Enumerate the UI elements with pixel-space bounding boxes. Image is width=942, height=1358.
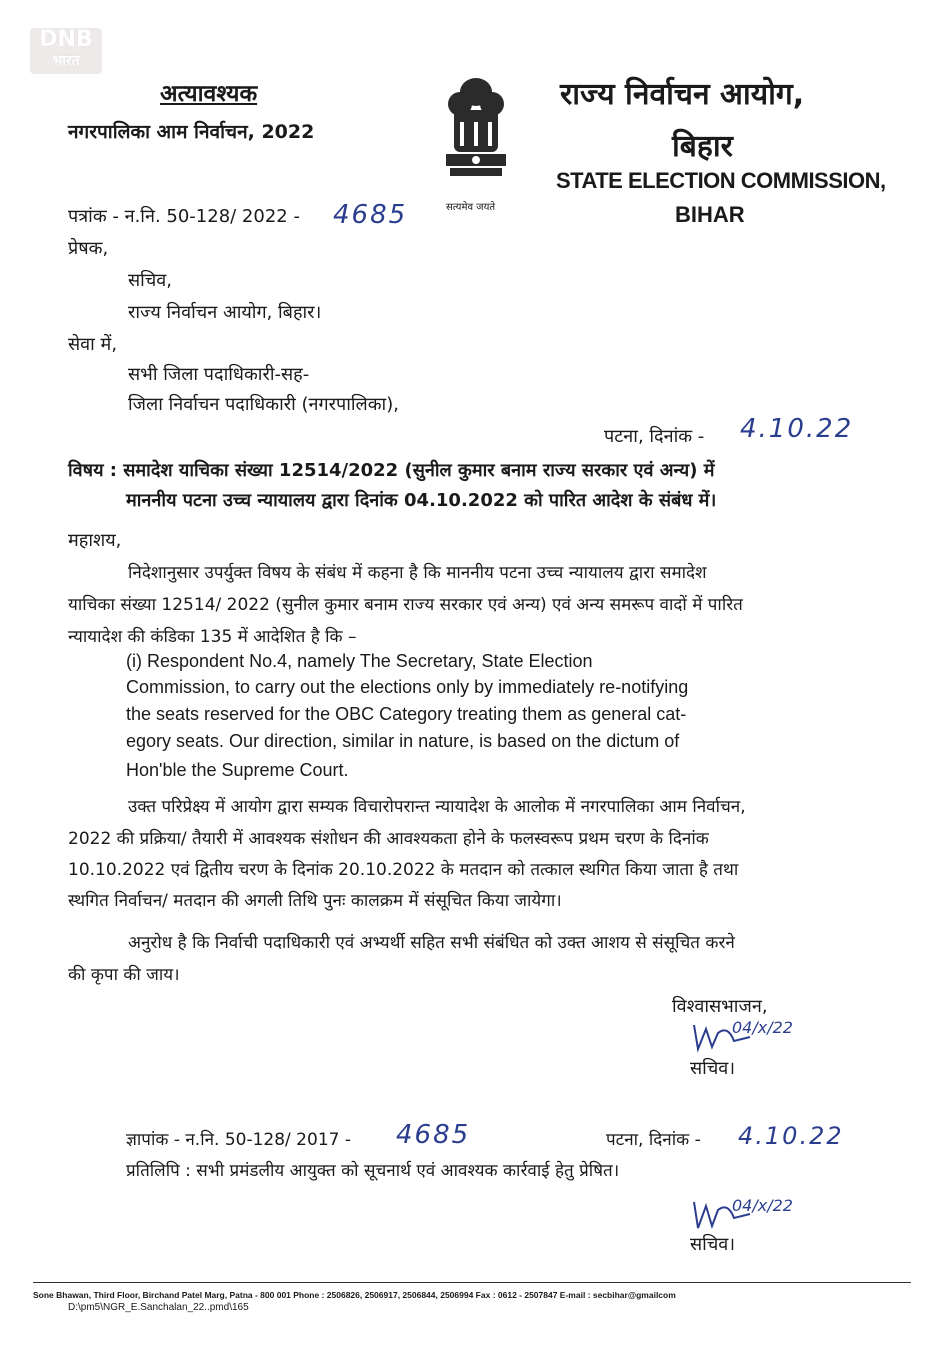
para2-line-4: स्थगित निर्वाचन/ मतदान की अगली तिथि पुनः कालक्रम में संसूचित किया जायेगा। xyxy=(68,891,562,911)
signature-date-2: 04/x/22 xyxy=(732,1196,793,1215)
urgent-heading: अत्यावश्यक xyxy=(160,81,258,107)
footer-divider xyxy=(33,1282,911,1283)
org-state-english: BIHAR xyxy=(675,202,745,227)
memo-reference-number: 4685 xyxy=(396,1120,471,1150)
para3-line-2: की कृपा की जाय। xyxy=(68,965,180,985)
election-title: नगरपालिका आम निर्वाचन, 2022 xyxy=(68,121,315,143)
watermark-title: DNB xyxy=(39,27,93,52)
letter-place-date-label: पटना, दिनांक - xyxy=(604,426,705,447)
emblem-motto: सत्यमेव जयते xyxy=(446,202,496,213)
sender-office: राज्य निर्वाचन आयोग, बिहार। xyxy=(128,302,322,323)
org-state-hindi: बिहार xyxy=(672,129,733,164)
signature-date-1: 04/x/22 xyxy=(732,1018,793,1037)
sender-label: प्रेषक, xyxy=(68,238,109,259)
quote-line-4: egory seats. Our direction, similar in nature, is based on the dictum of xyxy=(126,731,680,751)
para2-line-2: 2022 की प्रक्रिया/ तैयारी में आवश्यक संशोधन की आवश्यकता होने के फलस्वरूप प्रथम चरण के दिनांक xyxy=(68,829,709,849)
memo-date: 4.10.22 xyxy=(738,1122,844,1150)
dnb-watermark xyxy=(30,28,102,74)
para3-line-1: अनुरोध है कि निर्वाची पदाधिकारी एवं अभ्यर्थी सहित सभी संबंधित को उक्त आशय से संसूचित करने xyxy=(128,933,735,953)
recipient-line-2: जिला निर्वाचन पदाधिकारी (नगरपालिका), xyxy=(128,394,399,415)
para2-line-3: 10.10.2022 एवं द्वितीय चरण के दिनांक 20.10.2022 के मतदान को तत्काल स्थगित किया जाता है तथा xyxy=(68,860,739,880)
letter-reference: पत्रांक - न.नि. 50-128/ 2022 - xyxy=(68,206,300,227)
memo-place-date-label: पटना, दिनांक - xyxy=(606,1130,701,1150)
footer-address: Sone Bhawan, Third Floor, Birchand Patel Marg, Patna - 800 001 Phone : 2506826, 2506917, 2506844, 2506994 Fax : 0612 - 2507847 E-mail : secbihar@gmailcom xyxy=(33,1290,676,1300)
recipient-label: सेवा में, xyxy=(68,334,118,355)
footer-file-path: D:\pm5\NGR_E.Sanchalan_22..pmd\165 xyxy=(68,1302,249,1313)
memo-reference: ज्ञापांक - न.नि. 50-128/ 2017 - xyxy=(126,1130,351,1150)
letter-date: 4.10.22 xyxy=(740,414,854,444)
quote-line-2: Commission, to carry out the elections only by immediately re-notifying xyxy=(126,677,689,697)
sender-designation: सचिव, xyxy=(128,270,172,291)
quote-line-1: (i) Respondent No.4, namely The Secretary, State Election xyxy=(126,651,593,671)
subject-line-1: विषय : समादेश याचिका संख्या 12514/2022 (सुनील कुमार बनाम राज्य सरकार एवं अन्य) में xyxy=(68,460,715,481)
lion-capital-icon xyxy=(436,70,516,198)
recipient-line-1: सभी जिला पदाधिकारी-सह- xyxy=(128,364,310,385)
para1-line-2: याचिका संख्या 12514/ 2022 (सुनील कुमार बनाम राज्य सरकार एवं अन्य) एवं अन्य समरूप वादों में पारित xyxy=(68,595,743,615)
para1-line-3: न्यायादेश की कंडिका 135 में आदेशित है कि – xyxy=(68,627,357,647)
org-name-english: STATE ELECTION COMMISSION, xyxy=(556,168,886,193)
signatory-2: सचिव। xyxy=(690,1234,736,1255)
national-emblem xyxy=(436,70,516,198)
closing: विश्वासभाजन, xyxy=(672,996,768,1017)
watermark-subtitle: भारत xyxy=(52,53,80,69)
quote-line-3: the seats reserved for the OBC Category treating them as general cat- xyxy=(126,704,687,724)
para1-line-1: निदेशानुसार उपर्युक्त विषय के संबंध में कहना है कि माननीय पटना उच्च न्यायालय द्वारा समादेश xyxy=(128,563,707,583)
para2-line-1: उक्त परिप्रेक्ष्य में आयोग द्वारा सम्यक विचारोपरान्त न्यायादेश के आलोक में नगरपालिका आम निर्वाचन, xyxy=(128,797,746,817)
salutation: महाशय, xyxy=(68,530,122,551)
subject-line-2: माननीय पटना उच्च न्यायालय द्वारा दिनांक 04.10.2022 को पारित आदेश के संबंध में। xyxy=(126,490,717,511)
quote-line-5: Hon'ble the Supreme Court. xyxy=(126,760,349,780)
org-name-hindi: राज्य निर्वाचन आयोग, xyxy=(560,77,805,112)
memo-copy-line: प्रतिलिपि : सभी प्रमंडलीय आयुक्त को सूचनार्थ एवं आवश्यक कार्रवाई हेतु प्रेषित। xyxy=(126,1161,620,1181)
signatory-1: सचिव। xyxy=(690,1058,736,1079)
letter-reference-number: 4685 xyxy=(333,200,408,230)
